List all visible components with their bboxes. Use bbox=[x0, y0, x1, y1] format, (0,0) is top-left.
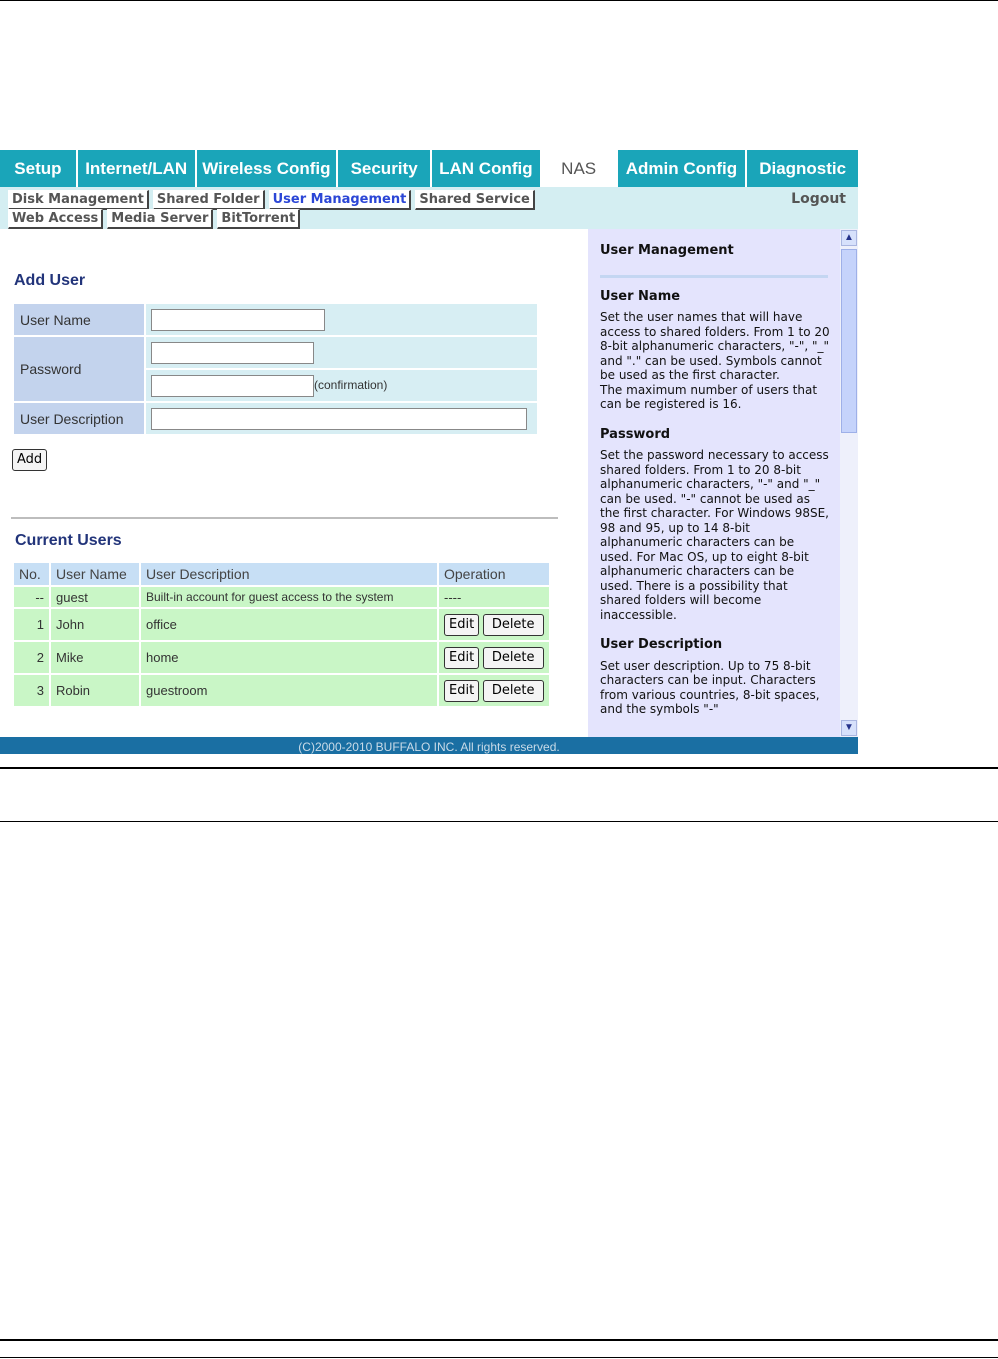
table-row bbox=[14, 642, 549, 673]
row-description: office bbox=[141, 609, 437, 640]
page-bottom-rule-thick bbox=[0, 1339, 998, 1341]
help-text-user-limit: The maximum number of users that can be registered is 16. bbox=[600, 382, 818, 411]
row-operation bbox=[439, 675, 549, 706]
submenu-media-server[interactable]: Media Server bbox=[107, 209, 213, 229]
copyright-footer: (C)2000-2010 BUFFALO INC. All rights reserved. bbox=[0, 737, 858, 754]
tab-nas[interactable]: NAS bbox=[542, 150, 616, 187]
submenu-disk-management[interactable]: Disk Management bbox=[8, 190, 149, 210]
row-no: -- bbox=[14, 587, 49, 607]
main-content bbox=[0, 229, 588, 737]
table-row bbox=[14, 587, 549, 607]
scroll-thumb[interactable] bbox=[841, 249, 857, 433]
row-no: 3 bbox=[14, 675, 49, 706]
column-header-no: No. bbox=[14, 563, 49, 585]
user-name-label: User Name bbox=[14, 304, 144, 335]
help-heading-password: Password bbox=[600, 426, 671, 442]
figure-bottom-rule bbox=[0, 767, 998, 769]
help-title: User Management bbox=[600, 243, 734, 258]
row-description: Built-in account for guest access to the system bbox=[141, 587, 437, 607]
column-header-user-name: User Name bbox=[51, 563, 139, 585]
help-text-user-name: Set the user names that will have access to shared folders. From 1 to 20 8-bit alphanumeric characters, "-", "_" and "." can be used. Symbols cannot be used as the first character. bbox=[600, 310, 830, 382]
row-operation: ---- bbox=[439, 587, 549, 607]
user-description-input[interactable] bbox=[151, 408, 527, 430]
column-header-operation: Operation bbox=[439, 563, 549, 585]
tab-lan-config[interactable]: LAN Config bbox=[432, 150, 540, 187]
edit-button[interactable]: Edit bbox=[444, 647, 479, 669]
scroll-up-icon[interactable]: ▲ bbox=[841, 230, 857, 246]
add-user-form bbox=[12, 302, 539, 436]
password-confirm-input[interactable] bbox=[151, 375, 314, 397]
tab-security[interactable]: Security bbox=[338, 150, 430, 187]
tab-admin-config[interactable]: Admin Config bbox=[618, 150, 746, 187]
row-operation bbox=[439, 642, 549, 673]
submenu-web-access[interactable]: Web Access bbox=[8, 209, 103, 229]
page-top-rule bbox=[0, 0, 998, 1]
edit-button[interactable]: Edit bbox=[444, 680, 479, 702]
help-text-password: Set the password necessary to access shared folders. From 1 to 20 8-bit alphanumeric characters, "-" and "_" can be used. "-" cannot be used as the first character. For Windows 98SE, 98 and 95, up to 14 8-bit alphanumeric characters can be used. For Mac OS, up to eight 8-bit alphanumeric characters can be used. There is a possibility that shared folders will become inaccessible. bbox=[600, 448, 829, 622]
user-name-input[interactable] bbox=[151, 309, 325, 331]
edit-button[interactable]: Edit bbox=[444, 614, 479, 636]
row-no: 2 bbox=[14, 642, 49, 673]
submenu-bittorrent[interactable]: BitTorrent bbox=[217, 209, 300, 229]
row-operation bbox=[439, 609, 549, 640]
sub-menu-bar bbox=[0, 187, 858, 229]
main-tab-bar bbox=[0, 150, 858, 187]
help-text-user-description: Set user description. Up to 75 8-bit characters can be input. Characters from various countries, 8-bit spaces, and the symbols "-" bbox=[600, 658, 820, 716]
current-users-table bbox=[12, 561, 551, 708]
row-user-name: John bbox=[51, 609, 139, 640]
row-no: 1 bbox=[14, 609, 49, 640]
submenu-shared-service[interactable]: Shared Service bbox=[415, 190, 535, 210]
table-row bbox=[14, 675, 549, 706]
add-button[interactable]: Add bbox=[12, 449, 47, 471]
help-title-rule bbox=[600, 275, 828, 278]
sub-menu-row-1 bbox=[8, 190, 539, 208]
add-user-heading: Add User bbox=[14, 272, 86, 289]
help-scrollbar[interactable] bbox=[840, 229, 858, 737]
delete-button[interactable]: Delete bbox=[483, 614, 544, 636]
help-heading-user-description: User Description bbox=[600, 637, 723, 652]
logout-link[interactable]: Logout bbox=[791, 191, 846, 207]
help-heading-user-name: User Name bbox=[600, 288, 681, 304]
row-description: home bbox=[141, 642, 437, 673]
delete-button[interactable]: Delete bbox=[483, 647, 544, 669]
sub-menu-row-2 bbox=[8, 209, 304, 227]
tab-wireless-config[interactable]: Wireless Config bbox=[197, 150, 337, 187]
table-row bbox=[14, 609, 549, 640]
password-label: Password bbox=[14, 337, 144, 401]
password-input[interactable] bbox=[151, 342, 314, 364]
tab-internet-lan[interactable]: Internet/LAN bbox=[78, 150, 195, 187]
tab-setup[interactable]: Setup bbox=[0, 150, 76, 187]
router-admin-screenshot bbox=[0, 150, 858, 754]
section-rule bbox=[0, 821, 998, 822]
column-header-user-description: User Description bbox=[141, 563, 437, 585]
scroll-down-icon[interactable]: ▼ bbox=[841, 720, 857, 736]
row-user-name: guest bbox=[51, 587, 139, 607]
section-divider bbox=[11, 517, 558, 519]
submenu-user-management[interactable]: User Management bbox=[269, 190, 412, 210]
confirmation-label: (confirmation) bbox=[314, 377, 388, 392]
delete-button[interactable]: Delete bbox=[483, 680, 544, 702]
submenu-shared-folder[interactable]: Shared Folder bbox=[153, 190, 265, 210]
page-bottom-rule-thin bbox=[0, 1357, 998, 1358]
user-description-label: User Description bbox=[14, 403, 144, 434]
row-description: guestroom bbox=[141, 675, 437, 706]
current-users-heading: Current Users bbox=[15, 532, 122, 549]
help-panel bbox=[588, 229, 840, 737]
row-user-name: Mike bbox=[51, 642, 139, 673]
tab-diagnostic[interactable]: Diagnostic bbox=[747, 150, 858, 187]
row-user-name: Robin bbox=[51, 675, 139, 706]
